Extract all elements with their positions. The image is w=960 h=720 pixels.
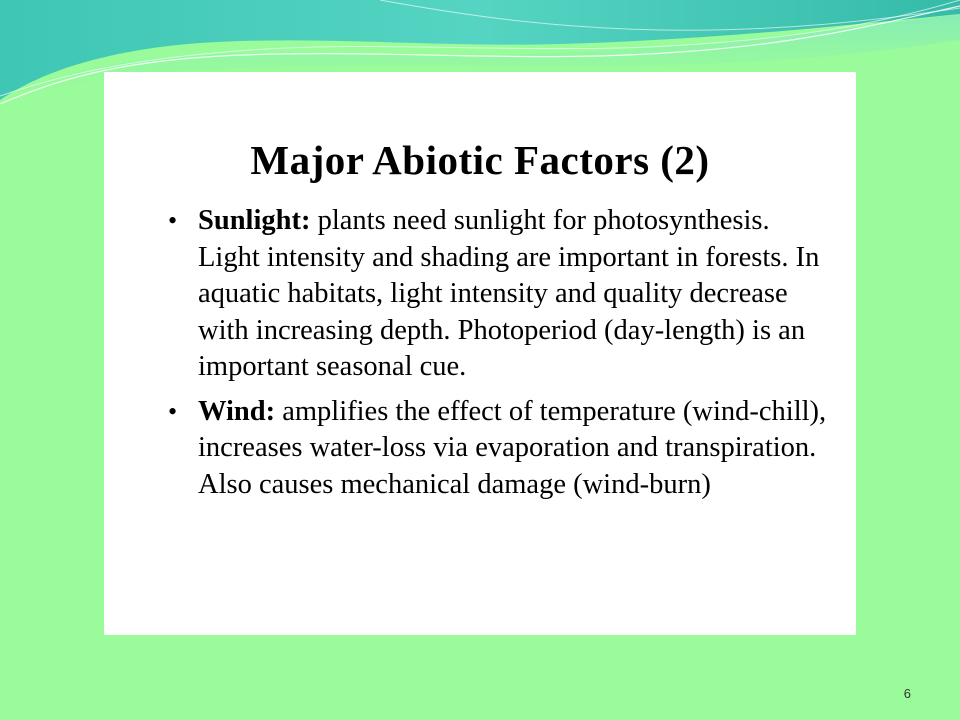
bullet-dot-icon: • [168,396,178,426]
bullet-term: Wind: [198,395,276,427]
bullet-wind [168,394,828,504]
bullet-sunlight [168,203,828,386]
bullet-list [168,203,828,511]
bullet-dot-icon: • [168,206,178,235]
page-number: 6 [903,686,911,701]
slide-title: Major Abiotic Factors (2) [250,137,710,183]
bullet-term: Sunlight: [198,205,311,236]
bullet-text: plants need sunlight for photosynthesis. Light intensity and shading are important in forests. In aquatic habitats, light intensity and quality decrease with increasing depth. Photoperiod (day-length) is an important seasonal cue. [198,205,820,382]
bullet-text: amplifies the effect of temperature (wind-chill), increases water-loss via evaporation and transpiration. Also causes mechanical damage (wind-burn) [198,395,827,500]
